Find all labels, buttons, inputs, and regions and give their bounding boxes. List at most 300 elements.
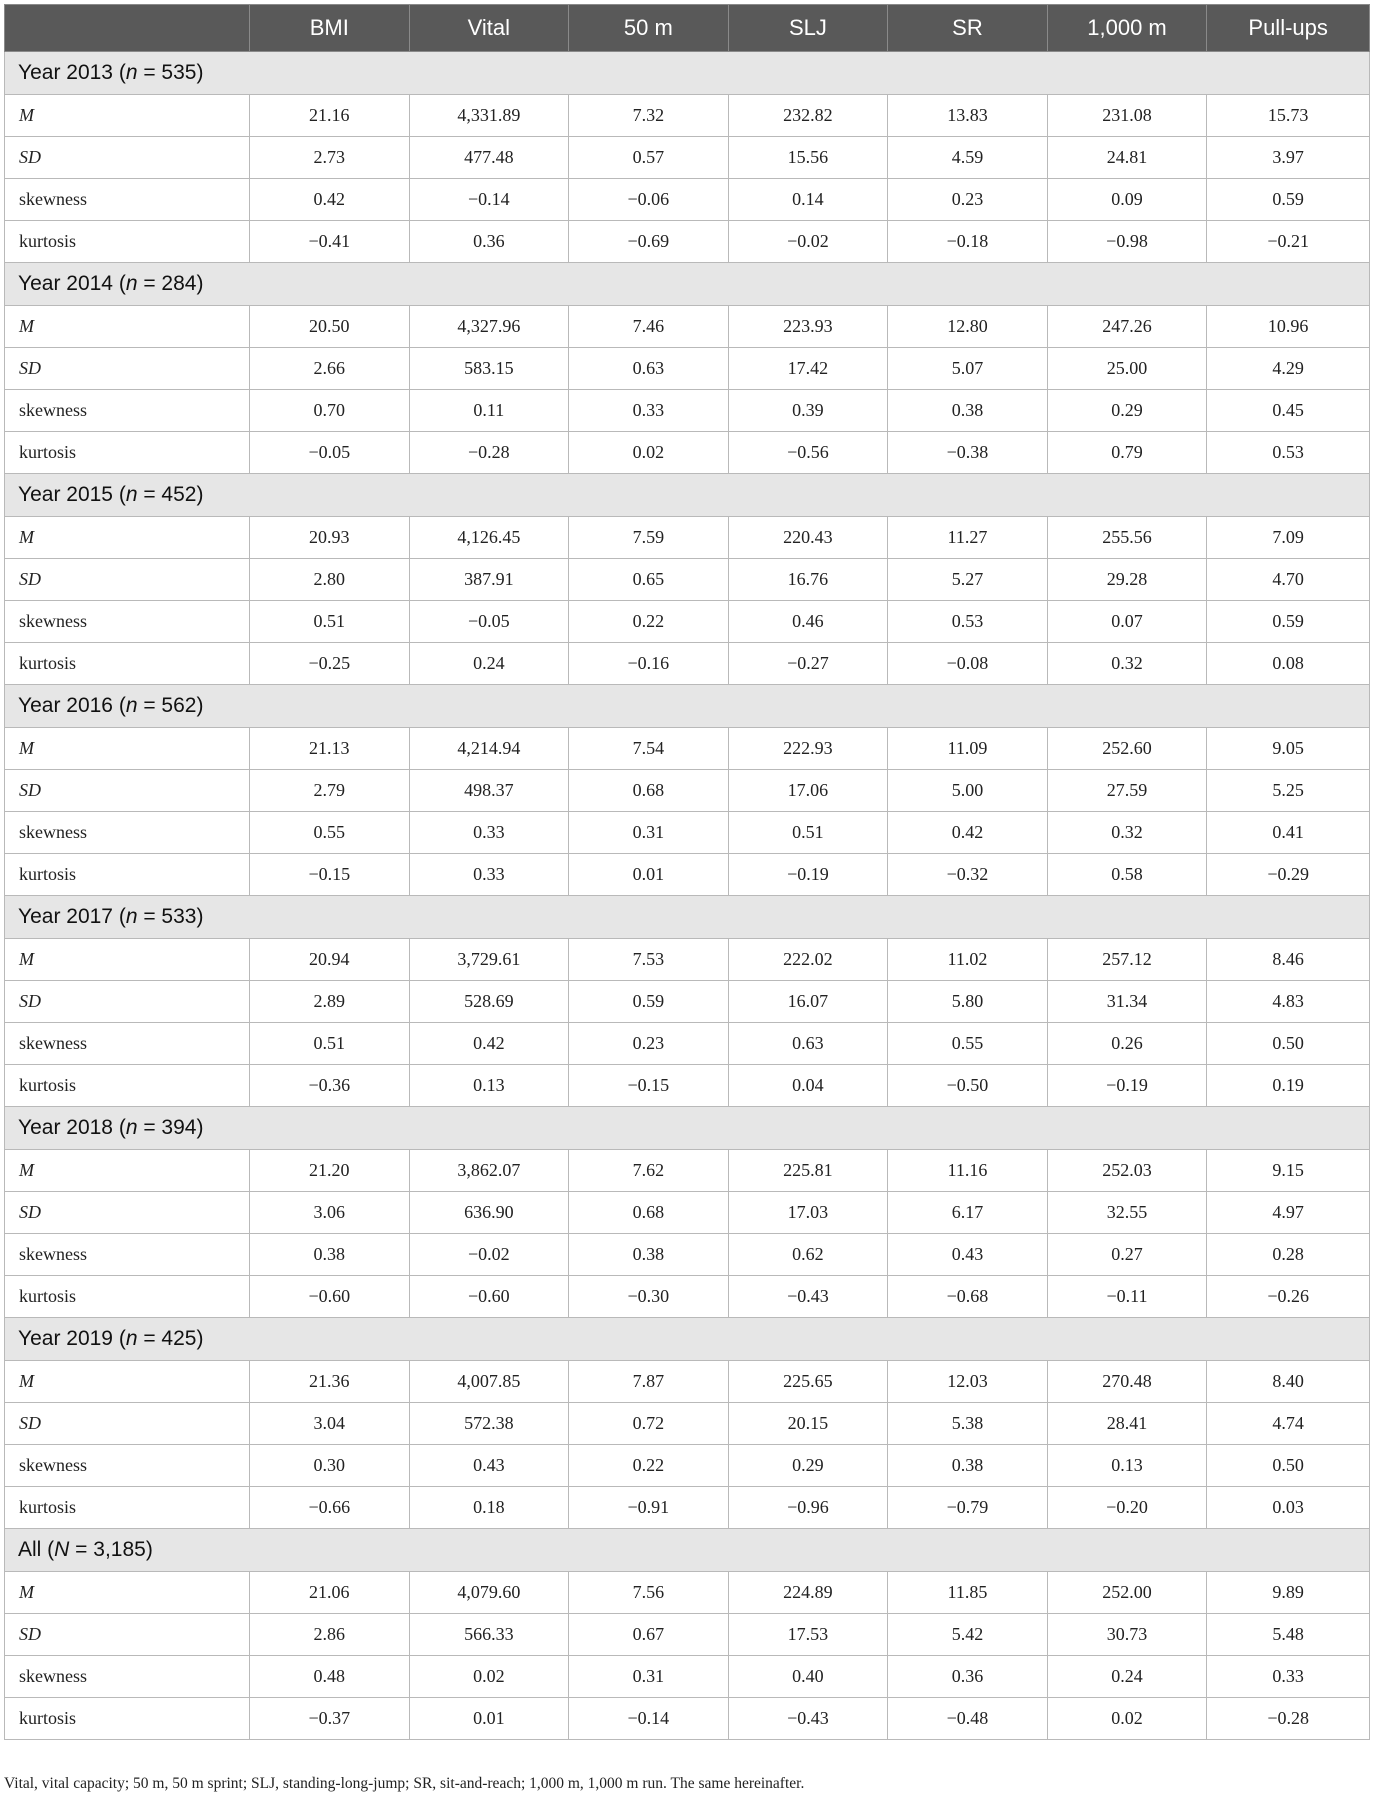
table-cell: 0.43 [409, 1445, 569, 1487]
table-cell: 17.42 [728, 348, 888, 390]
table-row [5, 221, 1370, 263]
table-cell: 5.27 [888, 559, 1048, 601]
table-cell: 0.22 [569, 1445, 729, 1487]
table-cell: 29.28 [1047, 559, 1207, 601]
table-cell: 0.63 [569, 348, 729, 390]
table-cell: 8.46 [1207, 939, 1370, 981]
table-cell: 17.03 [728, 1192, 888, 1234]
row-label: kurtosis [5, 1276, 250, 1318]
table-cell: −0.06 [569, 179, 729, 221]
table-cell: 0.67 [569, 1614, 729, 1656]
table-cell: 0.33 [409, 854, 569, 896]
table-row [5, 1234, 1370, 1276]
table-cell: 0.32 [1047, 643, 1207, 685]
table-row [5, 939, 1370, 981]
table-cell: −0.43 [728, 1276, 888, 1318]
table-row [5, 1150, 1370, 1192]
header-cell: BMI [250, 5, 410, 52]
row-label: SD [5, 348, 250, 390]
group-title-suffix: = 3,185) [69, 1538, 153, 1561]
table-cell: 21.06 [250, 1572, 410, 1614]
table-cell: 20.93 [250, 517, 410, 559]
table-cell: 252.03 [1047, 1150, 1207, 1192]
table-cell: 0.38 [888, 1445, 1048, 1487]
group-title-variable: n [125, 272, 138, 295]
table-row [5, 1445, 1370, 1487]
table-row [5, 601, 1370, 643]
table-cell: −0.29 [1207, 854, 1370, 896]
table-row [5, 1572, 1370, 1614]
group-title [5, 1529, 1370, 1572]
table-cell: 252.60 [1047, 728, 1207, 770]
row-label: SD [5, 1403, 250, 1445]
group-header-row [5, 1318, 1370, 1361]
table-cell: 7.46 [569, 306, 729, 348]
table-cell: 0.26 [1047, 1023, 1207, 1065]
table-cell: 17.06 [728, 770, 888, 812]
table-row [5, 1698, 1370, 1740]
table-cell: 270.48 [1047, 1361, 1207, 1403]
table-cell: 0.53 [1207, 432, 1370, 474]
table-cell: 0.07 [1047, 601, 1207, 643]
table-cell: −0.02 [409, 1234, 569, 1276]
group-header-row [5, 474, 1370, 517]
table-cell: 2.79 [250, 770, 410, 812]
table-cell: −0.19 [1047, 1065, 1207, 1107]
table-cell: 0.23 [888, 179, 1048, 221]
table-cell: 0.02 [569, 432, 729, 474]
table-cell: 4.70 [1207, 559, 1370, 601]
table-cell: 0.30 [250, 1445, 410, 1487]
header-cell: 1,000 m [1047, 5, 1207, 52]
table-row [5, 854, 1370, 896]
table-cell: 32.55 [1047, 1192, 1207, 1234]
table-cell: 8.40 [1207, 1361, 1370, 1403]
table-row [5, 179, 1370, 221]
descriptive-statistics-table [4, 4, 1370, 1740]
table-cell: 9.89 [1207, 1572, 1370, 1614]
table-cell: 12.80 [888, 306, 1048, 348]
group-title [5, 263, 1370, 306]
table-cell: 0.32 [1047, 812, 1207, 854]
table-cell: 0.28 [1207, 1234, 1370, 1276]
header-cell: SLJ [728, 5, 888, 52]
table-cell: 0.18 [409, 1487, 569, 1529]
table-cell: 16.76 [728, 559, 888, 601]
group-title [5, 52, 1370, 95]
table-header [5, 5, 1370, 52]
table-cell: −0.69 [569, 221, 729, 263]
table-cell: 0.55 [888, 1023, 1048, 1065]
table-row [5, 1614, 1370, 1656]
table-cell: 0.02 [1047, 1698, 1207, 1740]
row-label: M [5, 95, 250, 137]
table-cell: 0.14 [728, 179, 888, 221]
table-cell: 10.96 [1207, 306, 1370, 348]
table-cell: 0.43 [888, 1234, 1048, 1276]
table-cell: 2.89 [250, 981, 410, 1023]
table-cell: 0.31 [569, 1656, 729, 1698]
table-row [5, 95, 1370, 137]
table-cell: 498.37 [409, 770, 569, 812]
table-row [5, 1276, 1370, 1318]
table-cell: 7.53 [569, 939, 729, 981]
table-cell: −0.25 [250, 643, 410, 685]
table-cell: 583.15 [409, 348, 569, 390]
row-label: M [5, 1361, 250, 1403]
table-cell: 4.29 [1207, 348, 1370, 390]
table-cell: 572.38 [409, 1403, 569, 1445]
table-cell: 0.36 [888, 1656, 1048, 1698]
row-label: M [5, 728, 250, 770]
table-cell: 0.46 [728, 601, 888, 643]
table-cell: 387.91 [409, 559, 569, 601]
table-cell: 4,079.60 [409, 1572, 569, 1614]
table-cell: 0.03 [1207, 1487, 1370, 1529]
table-cell: −0.19 [728, 854, 888, 896]
table-cell: 222.93 [728, 728, 888, 770]
table-cell: 0.55 [250, 812, 410, 854]
table-cell: 636.90 [409, 1192, 569, 1234]
table-cell: 0.27 [1047, 1234, 1207, 1276]
table-cell: 232.82 [728, 95, 888, 137]
table-cell: 0.29 [1047, 390, 1207, 432]
table-cell: 0.63 [728, 1023, 888, 1065]
row-label: M [5, 939, 250, 981]
group-title-prefix: Year 2014 ( [18, 272, 126, 295]
table-row [5, 432, 1370, 474]
row-label: kurtosis [5, 1487, 250, 1529]
table-cell: −0.37 [250, 1698, 410, 1740]
table-cell: −0.28 [1207, 1698, 1370, 1740]
table-cell: 0.23 [569, 1023, 729, 1065]
group-title-prefix: Year 2017 ( [18, 905, 126, 928]
table-row [5, 812, 1370, 854]
table-cell: 0.38 [888, 390, 1048, 432]
table-cell: −0.66 [250, 1487, 410, 1529]
row-label: M [5, 517, 250, 559]
table-cell: −0.30 [569, 1276, 729, 1318]
row-label: skewness [5, 1445, 250, 1487]
row-label: skewness [5, 812, 250, 854]
table-cell: 4,126.45 [409, 517, 569, 559]
row-label: skewness [5, 390, 250, 432]
group-title-variable: N [54, 1538, 70, 1561]
table-cell: 4.83 [1207, 981, 1370, 1023]
group-title [5, 685, 1370, 728]
table-row [5, 981, 1370, 1023]
group-header-row [5, 685, 1370, 728]
table-cell: −0.27 [728, 643, 888, 685]
row-label: SD [5, 770, 250, 812]
table-cell: 0.19 [1207, 1065, 1370, 1107]
table-cell: 17.53 [728, 1614, 888, 1656]
table-cell: 11.16 [888, 1150, 1048, 1192]
table-row [5, 348, 1370, 390]
table-cell: 5.42 [888, 1614, 1048, 1656]
group-title-suffix: = 533) [137, 905, 204, 928]
table-row [5, 770, 1370, 812]
table-cell: 0.29 [728, 1445, 888, 1487]
table-cell: −0.98 [1047, 221, 1207, 263]
table-cell: 4.97 [1207, 1192, 1370, 1234]
table-cell: −0.41 [250, 221, 410, 263]
table-cell: 4,331.89 [409, 95, 569, 137]
table-cell: 225.65 [728, 1361, 888, 1403]
table-cell: 4,214.94 [409, 728, 569, 770]
table-cell: 16.07 [728, 981, 888, 1023]
table-row [5, 1403, 1370, 1445]
table-cell: −0.96 [728, 1487, 888, 1529]
table-cell: −0.18 [888, 221, 1048, 263]
group-header-row [5, 52, 1370, 95]
table-cell: 7.62 [569, 1150, 729, 1192]
table-cell: −0.05 [409, 601, 569, 643]
table-cell: 13.83 [888, 95, 1048, 137]
table-cell: 7.32 [569, 95, 729, 137]
table-cell: 222.02 [728, 939, 888, 981]
row-label: kurtosis [5, 643, 250, 685]
row-label: kurtosis [5, 1698, 250, 1740]
group-header-row [5, 1107, 1370, 1150]
table-row [5, 1361, 1370, 1403]
table-cell: 223.93 [728, 306, 888, 348]
table-cell: 24.81 [1047, 137, 1207, 179]
table-cell: 4,007.85 [409, 1361, 569, 1403]
table-cell: 0.09 [1047, 179, 1207, 221]
table-row [5, 1487, 1370, 1529]
header-cell: Pull-ups [1207, 5, 1370, 52]
table-cell: 0.62 [728, 1234, 888, 1276]
table-cell: 0.13 [409, 1065, 569, 1107]
table-cell: 21.13 [250, 728, 410, 770]
row-label: SD [5, 1614, 250, 1656]
table-cell: 0.68 [569, 1192, 729, 1234]
table-cell: 0.57 [569, 137, 729, 179]
table-cell: 15.56 [728, 137, 888, 179]
row-label: skewness [5, 1656, 250, 1698]
table-cell: −0.50 [888, 1065, 1048, 1107]
header-cell: SR [888, 5, 1048, 52]
header-cell-empty [5, 5, 250, 52]
table-cell: 5.48 [1207, 1614, 1370, 1656]
row-label: kurtosis [5, 1065, 250, 1107]
table-cell: 0.13 [1047, 1445, 1207, 1487]
group-header-row [5, 1529, 1370, 1572]
group-title-prefix: Year 2013 ( [18, 61, 126, 84]
table-cell: 3,729.61 [409, 939, 569, 981]
table-cell: −0.38 [888, 432, 1048, 474]
row-label: SD [5, 137, 250, 179]
table-cell: −0.14 [569, 1698, 729, 1740]
table-body [5, 52, 1370, 1740]
table-cell: −0.60 [409, 1276, 569, 1318]
table-row [5, 1656, 1370, 1698]
table-cell: −0.79 [888, 1487, 1048, 1529]
table-cell: 21.20 [250, 1150, 410, 1192]
table-cell: 5.07 [888, 348, 1048, 390]
table-cell: 2.73 [250, 137, 410, 179]
table-cell: 25.00 [1047, 348, 1207, 390]
row-label: kurtosis [5, 221, 250, 263]
table-cell: 2.66 [250, 348, 410, 390]
table-row [5, 137, 1370, 179]
header-cell: 50 m [569, 5, 729, 52]
table-cell: 0.50 [1207, 1445, 1370, 1487]
group-title [5, 474, 1370, 517]
table-cell: 0.45 [1207, 390, 1370, 432]
group-title-variable: n [125, 694, 138, 717]
table-row [5, 1065, 1370, 1107]
table-cell: −0.32 [888, 854, 1048, 896]
table-cell: 0.33 [409, 812, 569, 854]
row-label: skewness [5, 601, 250, 643]
table-cell: 257.12 [1047, 939, 1207, 981]
table-cell: 11.27 [888, 517, 1048, 559]
table-cell: 7.09 [1207, 517, 1370, 559]
table-cell: 7.54 [569, 728, 729, 770]
header-row [5, 5, 1370, 52]
table-cell: 225.81 [728, 1150, 888, 1192]
table-cell: 0.38 [569, 1234, 729, 1276]
table-cell: −0.02 [728, 221, 888, 263]
row-label: SD [5, 981, 250, 1023]
table-cell: 28.41 [1047, 1403, 1207, 1445]
table-cell: 0.33 [569, 390, 729, 432]
table-cell: 5.25 [1207, 770, 1370, 812]
table-row [5, 390, 1370, 432]
table-row [5, 559, 1370, 601]
group-title [5, 1318, 1370, 1361]
table-cell: 15.73 [1207, 95, 1370, 137]
table-row [5, 1192, 1370, 1234]
table-cell: −0.28 [409, 432, 569, 474]
table-cell: 0.65 [569, 559, 729, 601]
group-header-row [5, 263, 1370, 306]
group-title-variable: n [125, 905, 138, 928]
table-cell: 0.39 [728, 390, 888, 432]
table-cell: 20.15 [728, 1403, 888, 1445]
table-row [5, 728, 1370, 770]
row-label: kurtosis [5, 432, 250, 474]
table-cell: 3.04 [250, 1403, 410, 1445]
group-title-prefix: Year 2018 ( [18, 1116, 126, 1139]
table-cell: −0.11 [1047, 1276, 1207, 1318]
table-cell: 6.17 [888, 1192, 1048, 1234]
group-title-suffix: = 425) [137, 1327, 204, 1350]
table-cell: 0.70 [250, 390, 410, 432]
table-cell: 220.43 [728, 517, 888, 559]
row-label: M [5, 1150, 250, 1192]
table-cell: 0.41 [1207, 812, 1370, 854]
table-cell: 2.80 [250, 559, 410, 601]
table-cell: 20.50 [250, 306, 410, 348]
table-cell: 27.59 [1047, 770, 1207, 812]
group-title-variable: n [125, 61, 138, 84]
table-cell: −0.15 [250, 854, 410, 896]
table-cell: 0.42 [888, 812, 1048, 854]
table-cell: 2.86 [250, 1614, 410, 1656]
table-cell: 7.87 [569, 1361, 729, 1403]
table-cell: 21.16 [250, 95, 410, 137]
table-cell: 0.51 [728, 812, 888, 854]
table-cell: 0.33 [1207, 1656, 1370, 1698]
table-cell: −0.05 [250, 432, 410, 474]
group-title-suffix: = 394) [137, 1116, 204, 1139]
table-cell: 0.50 [1207, 1023, 1370, 1065]
table-cell: −0.91 [569, 1487, 729, 1529]
group-title-suffix: = 535) [137, 61, 204, 84]
table-cell: 477.48 [409, 137, 569, 179]
table-cell: 9.15 [1207, 1150, 1370, 1192]
table-cell: 12.03 [888, 1361, 1048, 1403]
table-cell: 31.34 [1047, 981, 1207, 1023]
table-cell: 0.01 [409, 1698, 569, 1740]
row-label: SD [5, 559, 250, 601]
table-cell: 0.51 [250, 601, 410, 643]
table-cell: 4.59 [888, 137, 1048, 179]
table-cell: 0.72 [569, 1403, 729, 1445]
group-header-row [5, 896, 1370, 939]
table-cell: 0.58 [1047, 854, 1207, 896]
table-cell: 0.42 [250, 179, 410, 221]
table-cell: 566.33 [409, 1614, 569, 1656]
table-cell: 255.56 [1047, 517, 1207, 559]
table-cell: 4.74 [1207, 1403, 1370, 1445]
table-cell: 0.36 [409, 221, 569, 263]
table-cell: 0.59 [1207, 601, 1370, 643]
table-cell: 4,327.96 [409, 306, 569, 348]
table-cell: 0.40 [728, 1656, 888, 1698]
table-cell: −0.15 [569, 1065, 729, 1107]
table-cell: −0.16 [569, 643, 729, 685]
header-cell: Vital [409, 5, 569, 52]
table-cell: 0.59 [1207, 179, 1370, 221]
row-label: M [5, 306, 250, 348]
group-title-suffix: = 284) [137, 272, 204, 295]
table-cell: 5.80 [888, 981, 1048, 1023]
group-title-prefix: Year 2015 ( [18, 483, 126, 506]
table-row [5, 306, 1370, 348]
table-cell: −0.08 [888, 643, 1048, 685]
table-cell: 5.00 [888, 770, 1048, 812]
table-cell: −0.48 [888, 1698, 1048, 1740]
table-cell: 0.38 [250, 1234, 410, 1276]
table-cell: 252.00 [1047, 1572, 1207, 1614]
row-label: M [5, 1572, 250, 1614]
table-cell: 224.89 [728, 1572, 888, 1614]
group-title-variable: n [125, 1116, 138, 1139]
row-label: skewness [5, 179, 250, 221]
table-cell: −0.36 [250, 1065, 410, 1107]
table-cell: 0.22 [569, 601, 729, 643]
table-cell: 0.01 [569, 854, 729, 896]
table-cell: 0.08 [1207, 643, 1370, 685]
table-cell: 247.26 [1047, 306, 1207, 348]
table-cell: 11.02 [888, 939, 1048, 981]
table-row [5, 517, 1370, 559]
table-cell: 30.73 [1047, 1614, 1207, 1656]
row-label: skewness [5, 1023, 250, 1065]
table-cell: −0.20 [1047, 1487, 1207, 1529]
table-cell: 0.02 [409, 1656, 569, 1698]
table-cell: 7.59 [569, 517, 729, 559]
table-cell: 231.08 [1047, 95, 1207, 137]
group-title-prefix: Year 2019 ( [18, 1327, 126, 1350]
table-cell: 3.97 [1207, 137, 1370, 179]
row-label: skewness [5, 1234, 250, 1276]
table-cell: 5.38 [888, 1403, 1048, 1445]
